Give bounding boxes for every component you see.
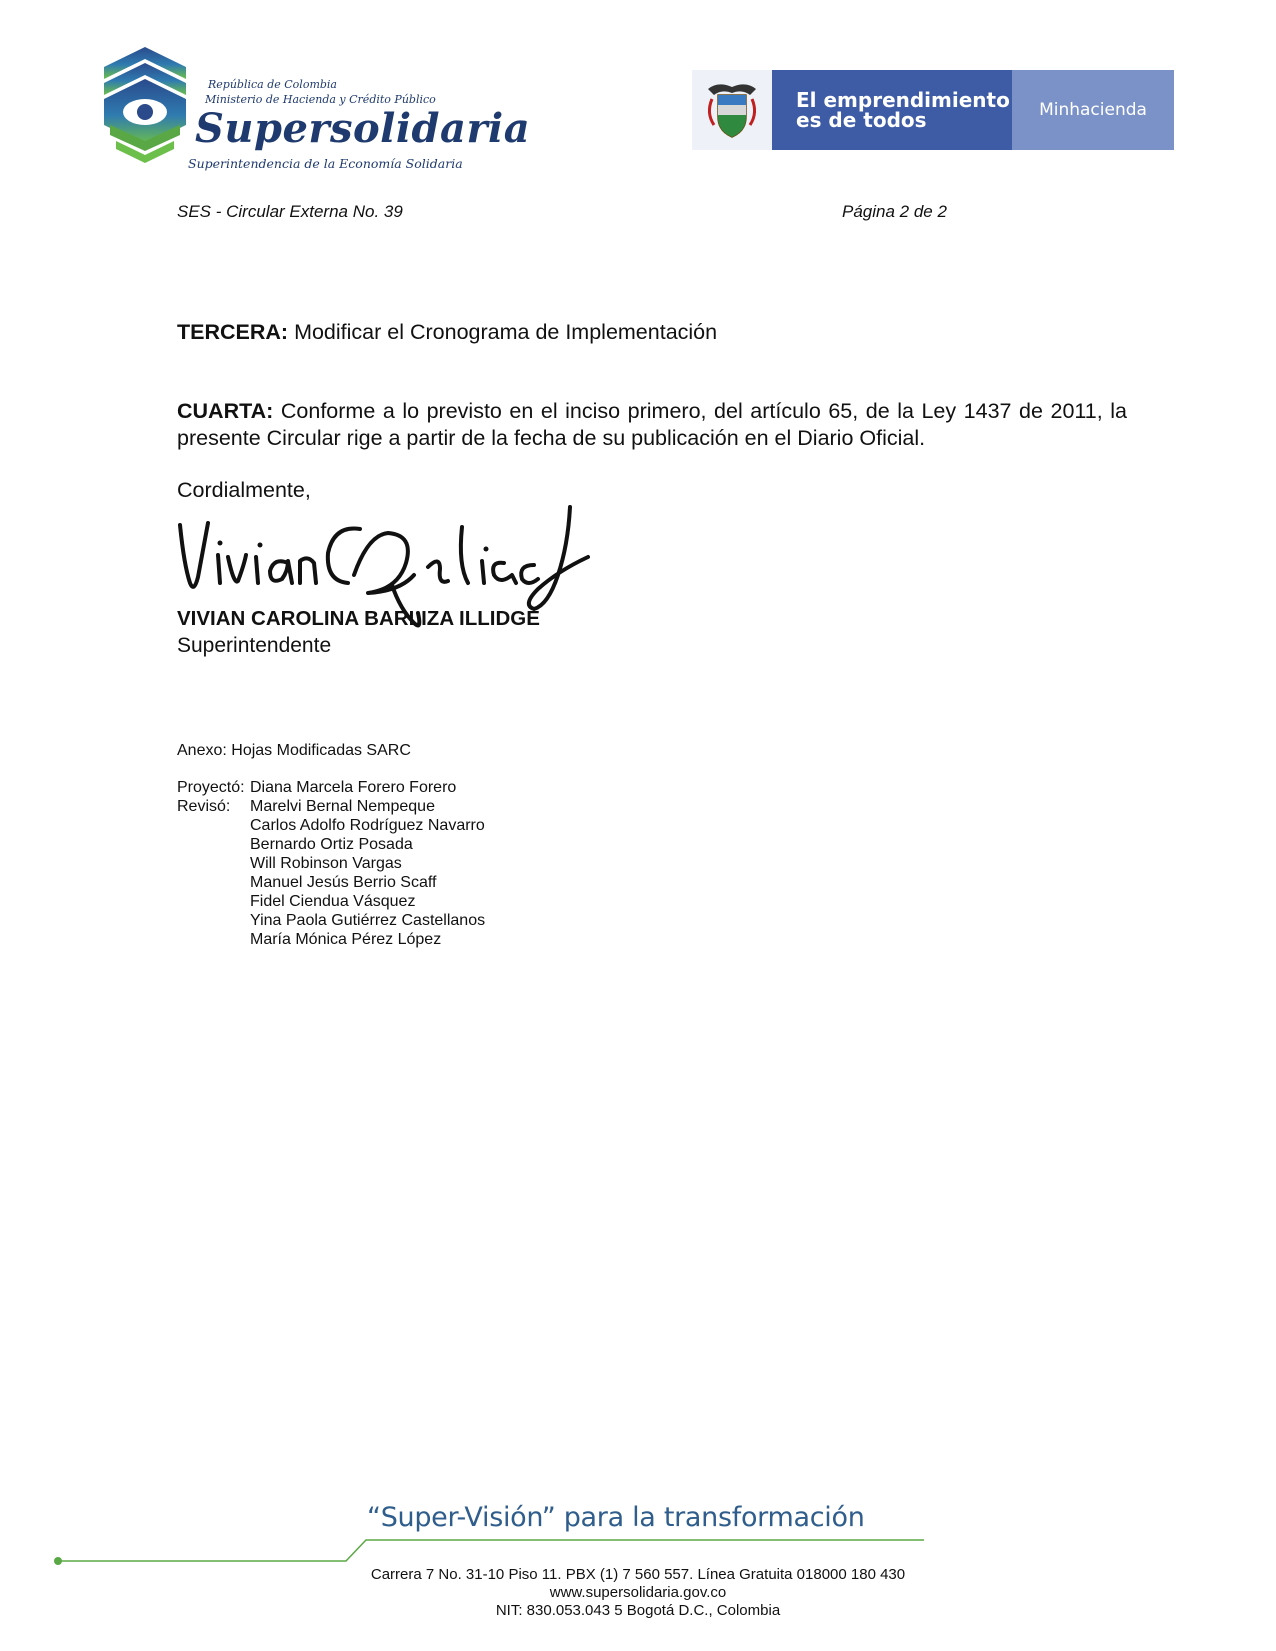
- government-banner: [692, 70, 1174, 150]
- paragraph-cuarta: [177, 398, 1127, 452]
- logo-subtitle: Superintendencia de la Economía Solidaria: [188, 156, 463, 171]
- reviewer-item: Marelvi Bernal Nempeque: [250, 798, 435, 815]
- reviewer-list: [250, 797, 485, 949]
- tercera-text: Modificar el Cronograma de Implementación: [288, 320, 718, 344]
- banner-slogan-line2: es de todos: [796, 108, 927, 132]
- colombia-coat-of-arms-icon: [692, 70, 772, 150]
- running-header-left: SES - Circular Externa No. 39: [177, 202, 403, 221]
- banner-ministry: Minhacienda: [1012, 70, 1174, 150]
- logo-ministerio-text: Ministerio de Hacienda y Crédito Público: [205, 93, 436, 106]
- reviewer-item: Fidel Ciendua Vásquez: [250, 893, 416, 910]
- page-number: Página 2 de 2: [842, 202, 947, 221]
- proyecto-label: Proyectó:: [177, 779, 245, 796]
- footer-address: Carrera 7 No. 31-10 Piso 11. PBX (1) 7 560 557. Línea Gratuita 018000 180 430: [370, 1566, 906, 1583]
- logo-republica-text: República de Colombia: [208, 78, 337, 91]
- signer-title: Superintendente: [177, 634, 332, 657]
- reviewer-item: Bernardo Ortiz Posada: [250, 836, 413, 853]
- banner-slogan: [772, 70, 1012, 150]
- reviewer-item: Manuel Jesús Berrio Scaff: [250, 874, 437, 891]
- signer-name: VIVIAN CAROLINA BARLIZA ILLIDGE: [177, 607, 540, 630]
- reviewer-item: Carlos Adolfo Rodríguez Navarro: [250, 817, 485, 834]
- closing-salutation: Cordialmente,: [177, 478, 311, 502]
- proyecto-name: Diana Marcela Forero Forero: [250, 779, 457, 796]
- reviewer-item: Will Robinson Vargas: [250, 855, 402, 872]
- logo-brand-name: Supersolidaria: [195, 105, 531, 152]
- footer-nit: NIT: 830.053.043 5 Bogotá D.C., Colombia: [495, 1602, 781, 1619]
- tercera-label: TERCERA:: [177, 320, 289, 344]
- footer-motto: “Super-Visión” para la transformación: [367, 1502, 865, 1533]
- supersolidaria-logo-mark: [100, 45, 190, 170]
- paragraph-tercera: [177, 319, 1127, 346]
- banner-slogan-line1: El emprendimiento: [796, 88, 1010, 112]
- reviewer-item: María Mónica Pérez López: [250, 931, 442, 948]
- footer-website[interactable]: www.supersolidaria.gov.co: [549, 1584, 727, 1601]
- annex-note: Anexo: Hojas Modificadas SARC: [177, 742, 411, 759]
- reviso-label: Revisó:: [177, 798, 231, 815]
- cuarta-label: CUARTA:: [177, 399, 274, 423]
- reviewer-item: Yina Paola Gutiérrez Castellanos: [250, 912, 486, 929]
- cuarta-text: Conforme a lo previsto en el inciso primero, del artículo 65, de la Ley 1437 de 2011, la presente Circular rige a partir de la fecha de su publicación en el Diario Oficial.: [177, 399, 1127, 450]
